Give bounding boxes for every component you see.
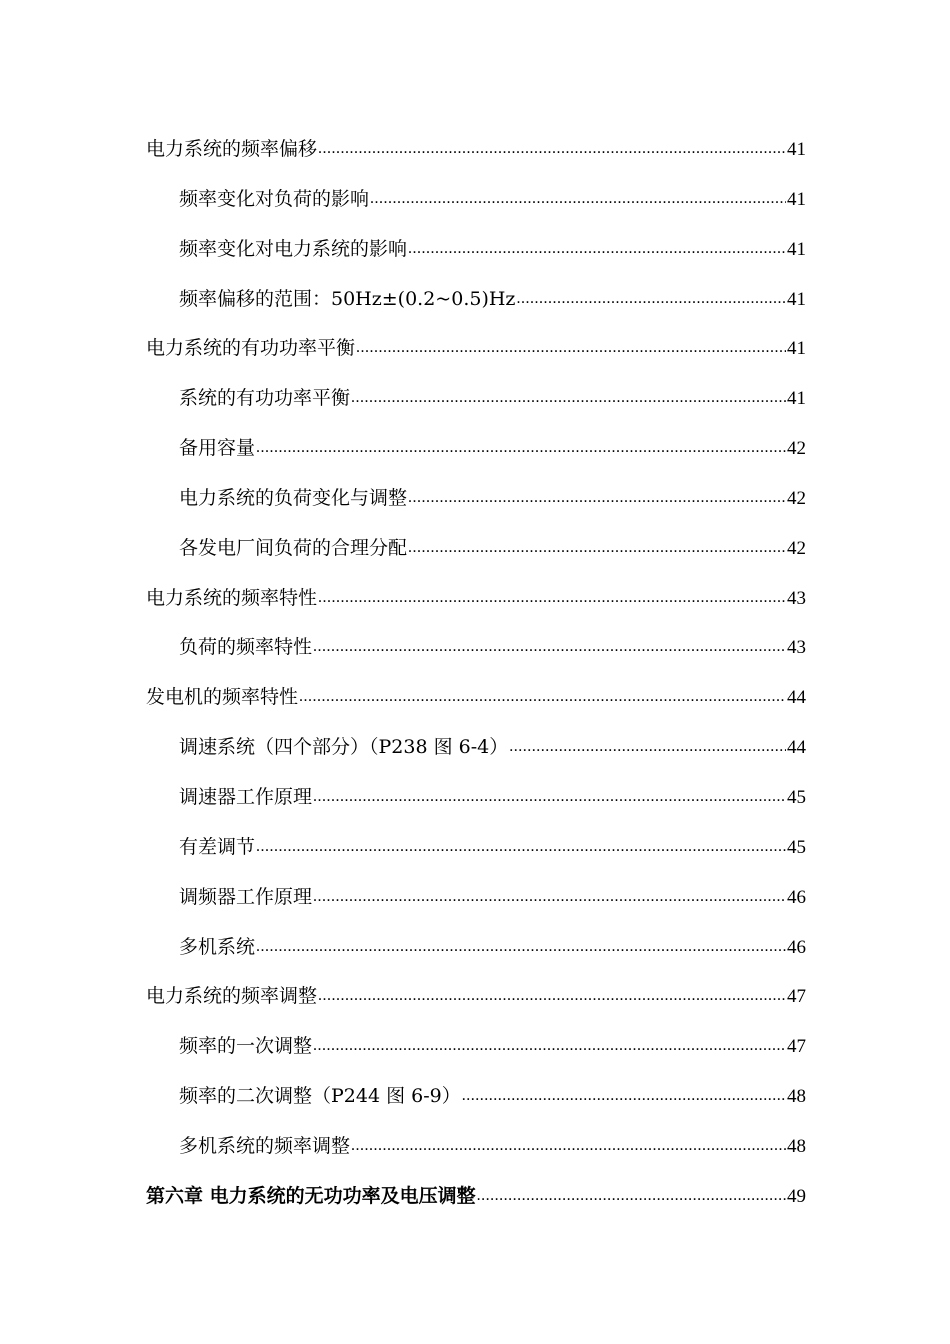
- toc-entry[interactable]: [146, 424, 806, 474]
- toc-page-number: 48: [787, 1086, 806, 1108]
- toc-entry-title: 频率偏移的范围：50Hz±(0.2~0.5)Hz: [179, 287, 516, 310]
- dot-leader: [299, 671, 786, 722]
- dot-leader: [408, 522, 786, 573]
- toc-entry[interactable]: [146, 1022, 806, 1072]
- toc-page-number: 41: [787, 388, 806, 410]
- toc-entry-title: 频率的二次调整（P244 图 6-9）: [179, 1085, 461, 1108]
- dot-leader: [256, 821, 786, 872]
- toc-page-number: 44: [787, 687, 806, 709]
- dot-leader: [351, 1120, 786, 1171]
- toc-entry-title: 各发电厂间负荷的合理分配: [179, 536, 408, 559]
- toc-entry[interactable]: [146, 673, 806, 723]
- toc-entry-title: 电力系统的频率偏移: [146, 138, 318, 160]
- toc-page-number: 44: [787, 737, 806, 759]
- dot-leader: [256, 422, 786, 473]
- toc-page-number: 47: [787, 1036, 806, 1058]
- toc-entry[interactable]: [146, 923, 806, 973]
- toc-entry-title: 电力系统的频率特性: [146, 586, 318, 609]
- dot-leader: [516, 273, 786, 324]
- table-of-contents: [146, 125, 806, 1222]
- dot-leader: [356, 322, 786, 373]
- toc-page-number: 47: [787, 986, 806, 1008]
- toc-entry-title: 发电机的频率特性: [146, 686, 299, 709]
- toc-page-number: 49: [787, 1185, 806, 1207]
- toc-page-number: 41: [787, 288, 806, 310]
- toc-page-number: 42: [787, 438, 806, 460]
- toc-entry[interactable]: [146, 374, 806, 424]
- toc-entry-title: 负荷的频率特性: [179, 636, 313, 659]
- toc-page-number: 43: [787, 587, 806, 609]
- dot-leader: [318, 572, 786, 623]
- toc-page-number: 41: [787, 139, 806, 160]
- toc-entry-title: 多机系统的频率调整: [179, 1134, 351, 1157]
- toc-page-number: 43: [787, 637, 806, 659]
- dot-leader: [318, 970, 786, 1021]
- toc-entry[interactable]: [146, 574, 806, 624]
- toc-entry[interactable]: [146, 474, 806, 524]
- toc-entry[interactable]: [146, 773, 806, 823]
- dot-leader: [313, 771, 786, 822]
- toc-entry-title: 调速系统（四个部分）（P238 图 6-4）: [179, 736, 509, 759]
- toc-entry-title: 电力系统的有功功率平衡: [146, 337, 356, 360]
- toc-page-number: 41: [787, 238, 806, 260]
- toc-page-number: 42: [787, 487, 806, 509]
- toc-entry-title: 多机系统: [179, 935, 256, 958]
- dot-leader: [408, 472, 786, 523]
- toc-page-number: 46: [787, 936, 806, 958]
- dot-leader: [256, 921, 786, 972]
- toc-entry-title: 电力系统的负荷变化与调整: [179, 486, 408, 509]
- toc-entry[interactable]: [146, 623, 806, 673]
- toc-page-number: 45: [787, 836, 806, 858]
- toc-entry[interactable]: [146, 1122, 806, 1172]
- dot-leader: [313, 621, 786, 672]
- toc-entry-title: 频率变化对负荷的影响: [179, 187, 370, 210]
- toc-entry-title: 备用容量: [179, 437, 256, 460]
- dot-leader: [477, 1170, 786, 1221]
- toc-page-number: 45: [787, 786, 806, 808]
- toc-entry-title: 频率的一次调整: [179, 1035, 313, 1058]
- toc-entry[interactable]: [146, 723, 806, 773]
- toc-entry-title: 调速器工作原理: [179, 785, 313, 808]
- toc-page-number: 46: [787, 886, 806, 908]
- toc-entry[interactable]: [146, 225, 806, 275]
- dot-leader: [509, 721, 786, 772]
- toc-chapter-entry[interactable]: [146, 1172, 806, 1222]
- dot-leader: [313, 1020, 786, 1071]
- dot-leader: [370, 173, 786, 224]
- dot-leader: [351, 372, 786, 423]
- toc-entry[interactable]: [146, 823, 806, 873]
- toc-entry[interactable]: [146, 972, 806, 1022]
- dot-leader: [313, 871, 786, 922]
- toc-entry[interactable]: [146, 324, 806, 374]
- dot-leader: [318, 123, 786, 174]
- toc-entry[interactable]: [146, 524, 806, 574]
- toc-chapter-title: 第六章 电力系统的无功功率及电压调整: [146, 1184, 476, 1207]
- toc-page-number: 48: [787, 1135, 806, 1157]
- toc-entry[interactable]: [146, 175, 806, 225]
- dot-leader: [462, 1070, 786, 1121]
- toc-entry-title: 调频器工作原理: [179, 885, 313, 908]
- toc-entry-title: 频率变化对电力系统的影响: [179, 237, 408, 260]
- toc-entry[interactable]: [146, 125, 806, 175]
- toc-entry-title: 有差调节: [179, 835, 256, 858]
- toc-page-number: 42: [787, 537, 806, 559]
- toc-entry-title: 系统的有功功率平衡: [179, 387, 351, 410]
- toc-entry-title: 电力系统的频率调整: [146, 985, 318, 1008]
- toc-page-number: 41: [787, 188, 806, 210]
- dot-leader: [408, 223, 786, 274]
- toc-entry[interactable]: [146, 275, 806, 325]
- toc-entry[interactable]: [146, 873, 806, 923]
- toc-page-number: 41: [787, 338, 806, 360]
- toc-entry[interactable]: [146, 1072, 806, 1122]
